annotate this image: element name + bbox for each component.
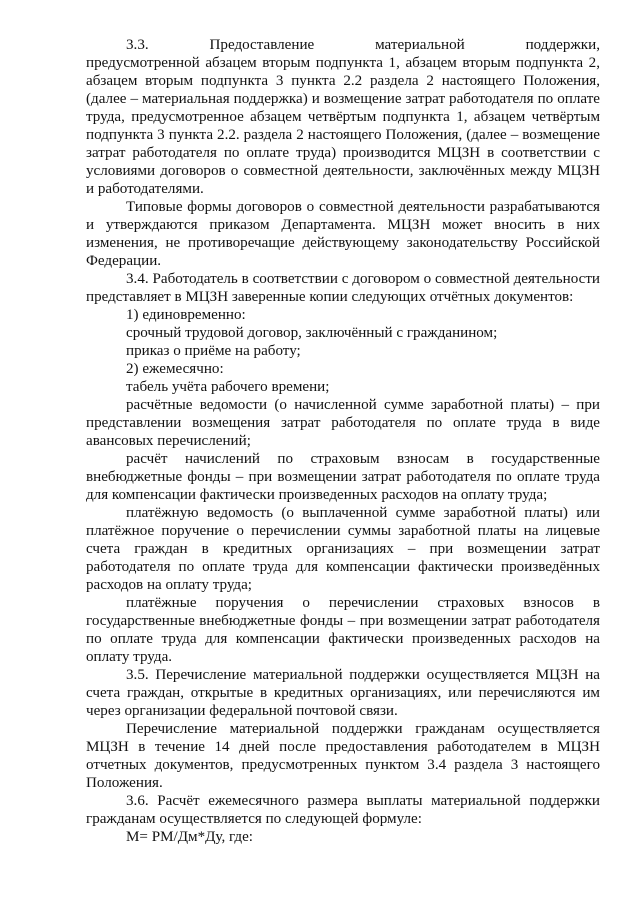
- formula-line: М= РМ/Дм*Ду, где:: [126, 829, 253, 845]
- list-item-payroll-statements: расчётные ведомости (о начисленной сумме заработной платы) – при представлении возмещения затрат работодателя по оплате труда в виде авансовых перечислений;: [86, 397, 600, 449]
- paragraph-3-4: 3.4. Работодатель в соответствии с договором о совместной деятельности представляет в МЦЗН заверенные копии следующих отчётных документов:: [86, 271, 600, 305]
- paragraph-contract-forms: Типовые формы договоров о совместной деятельности разрабатываются и утверждаются приказом Департамента. МЦЗН может вносить в них изменения, не противоречащие действующему законодательству Российской Федерации.: [86, 199, 600, 269]
- paragraph-3-3-heading: 3.3. Предоставление материальной поддержки,: [126, 37, 600, 53]
- paragraph-3-3: предусмотренной абзацем вторым подпункта 1, абзацем вторым подпункта 2, абзацем вторым подпункта 3 пункта 2.2 раздела 2 настоящего Положения, (далее – материальная поддержка) и возмещение затрат работодателя по оплате труда, предусмотренное абзацем четвёртым подпункта 1, абзацем четвёртым подпункта 3 пункта 2.2. раздела 2 настоящего Положения, (далее – возмещение затрат работодателя по оплате труда) производится МЦЗН в соответствии с условиями договоров о совместной деятельности, заключённых между МЦЗН и работодателями.: [86, 55, 600, 197]
- list-item-payment-orders: платёжные поручения о перечислении страховых взносов в государственные внебюджетные фонды – при возмещении затрат работодателя по оплате труда для компенсации фактически произведенных расходов на оплату труда.: [86, 595, 600, 665]
- list-item-timesheet: табель учёта рабочего времени;: [126, 379, 330, 395]
- list-item-labor-contract: срочный трудовой договор, заключённый с гражданином;: [126, 325, 498, 341]
- paragraph-3-5-timing: Перечисление материальной поддержки гражданам осуществляется МЦЗН в течение 14 дней после предоставления работодателем в МЦЗН отчетных документов, предусмотренных пунктом 3.4 раздела 3 настоящего Положения.: [86, 721, 600, 791]
- paragraph-3-5: 3.5. Перечисление материальной поддержки осуществляется МЦЗН на счета граждан, открытые в кредитных организациях, или перечисляются им через организации федеральной почтовой связи.: [86, 667, 600, 719]
- document-body: [86, 36, 600, 846]
- paragraph-3-6: 3.6. Расчёт ежемесячного размера выплаты материальной поддержки гражданам осуществляется по следующей формуле:: [86, 793, 600, 827]
- list-item-hiring-order: приказ о приёме на работу;: [126, 343, 301, 359]
- list-item-payment-statement: платёжную ведомость (о выплаченной сумме заработной платы) или платёжное поручение о перечислении суммы заработной платы на лицевые счета граждан в кредитных организациях – при возмещении затрат работодателя по оплате труда для компенсации фактически произведённых расходов на оплату труда;: [86, 505, 600, 593]
- list-item-once: 1) единовременно:: [126, 307, 246, 323]
- list-item-insurance-calculation: расчёт начислений по страховым взносам в государственные внебюджетные фонды – при возмещении затрат работодателя по оплате труда для компенсации фактически произведенных расходов на оплату труда;: [86, 451, 600, 503]
- list-item-monthly: 2) ежемесячно:: [126, 361, 224, 377]
